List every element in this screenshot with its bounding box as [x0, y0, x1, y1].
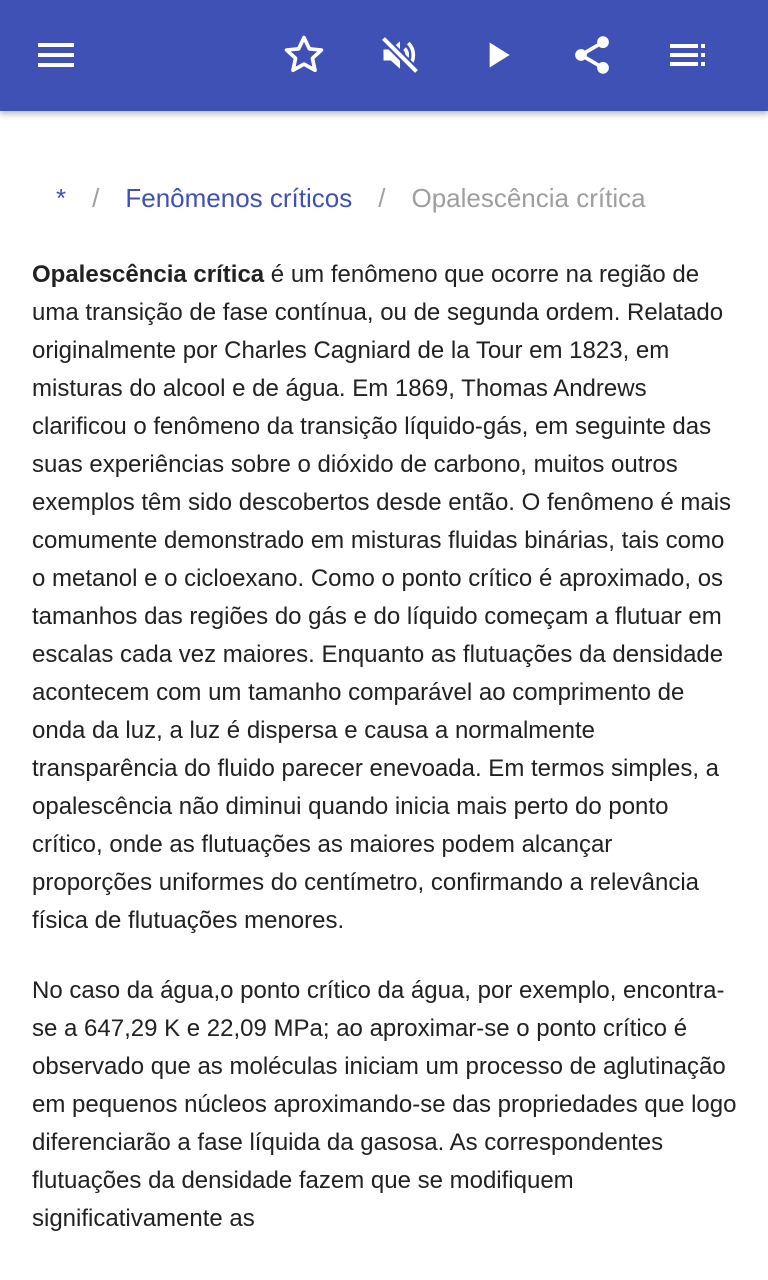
article-paragraph-text: é um fenômeno que ocorre na região de uma transição de fase contínua, ou de segunda ordem. Relatado originalmente por Charles Cagniard de la Tour em 1823, em misturas do alcool e de água. Em 1869, Thomas Andrews clarificou o fenômeno da transição líquido-gás, em seguinte das suas experiências sobre o dióxido de carbono, muitos outros exemplos têm sido descobertos desde então. O fenômeno é mais comumente demonstrado em misturas fluidas binárias, tais como o metanol e o cicloexano. Como o ponto crítico é aproximado, os tamanhos das regiões do gás e do líquido começam a flutuar em escalas cada vez maiores. Enquanto as flutuações da densidade acontecem com um tamanho comparável ao comprimento de onda da luz, a luz é dispersa e causa a normalmente transparência do fluido parecer enevoada. Em termos simples, a opalescência não diminui quando inicia mais perto do ponto crítico, onde as flutuações as maiores podem alcançar proporções uniformes do centímetro, confirmando a relevância física de flutuações menores.: [32, 261, 732, 934]
article-body: [32, 256, 738, 1270]
menu-button[interactable]: [28, 27, 84, 83]
article-content: [0, 111, 768, 1280]
breadcrumb-current-page: Opalescência crítica: [411, 183, 646, 213]
article-paragraph: No caso da água,o ponto crítico da água, por exemplo, encontra-se a 647,29 K e 22,09 MPa; ao aproximar-se o ponto crítico é observado que as moléculas iniciam um processo de aglutinação em pequenos núcleos aproximando-se das propriedades que logo diferenciarão a fase líquida da gasosa. As correspondentes flutuações da densidade fazem que se modifiquem significativamente as: [32, 977, 737, 1232]
mute-button[interactable]: [372, 27, 428, 83]
table-of-contents-button[interactable]: [660, 27, 716, 83]
breadcrumb-separator: /: [92, 183, 100, 213]
breadcrumb-root-link[interactable]: *: [56, 183, 67, 213]
play-icon: [478, 35, 518, 75]
play-button[interactable]: [470, 27, 526, 83]
article-term: Opalescência crítica: [32, 261, 265, 288]
table-of-contents-icon: [668, 35, 708, 75]
breadcrumb: [56, 181, 646, 215]
share-icon: [570, 33, 614, 77]
article-paragraph: [32, 256, 738, 940]
favorite-button[interactable]: [276, 27, 332, 83]
volume-off-icon: [378, 33, 422, 77]
star-outline-icon: [282, 33, 326, 77]
app-bar: [0, 0, 768, 111]
hamburger-menu-icon: [36, 35, 76, 75]
share-button[interactable]: [564, 27, 620, 83]
breadcrumb-category-link[interactable]: Fenômenos críticos: [125, 183, 353, 213]
breadcrumb-separator: /: [378, 183, 386, 213]
